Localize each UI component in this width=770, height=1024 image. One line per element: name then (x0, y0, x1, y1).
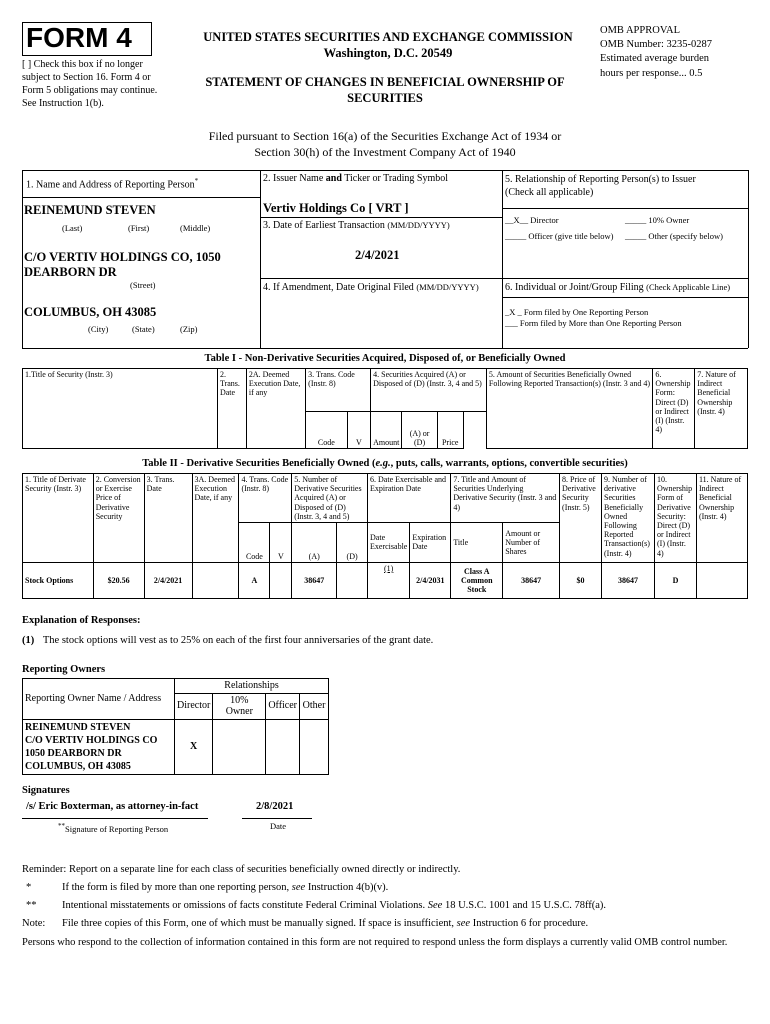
t1-sub-code: Code (306, 412, 347, 449)
note-text: File three copies of this Form, one of which must be manually signed. If space is insufficient, see Instruction 6 for procedure. (62, 918, 589, 929)
table-row (23, 562, 748, 598)
t2-row-d (337, 562, 368, 598)
t2-row-expiration: 2/4/2031 (410, 562, 451, 598)
grid-line-rel (502, 208, 748, 209)
agency-city: Washington, D.C. 20549 (323, 45, 453, 60)
earliest-transaction-date: 2/4/2021 (355, 248, 400, 262)
owner-ten-pct-cell (213, 719, 266, 774)
star-mark: * (26, 882, 32, 893)
t1-sub-amount: Amount (371, 412, 402, 449)
t2-sub-code: Code (239, 522, 270, 562)
street-address: C/O VERTIV HOLDINGS CO, 1050 DEARBORN DR (24, 250, 221, 279)
signature-line (22, 818, 208, 819)
reporting-person-name: REINEMUND STEVEN (24, 203, 156, 217)
t2-sub-expiration: Expiration Date (410, 522, 451, 562)
double-star-mark: ** (26, 900, 37, 911)
form-title: FORM 4 (26, 22, 132, 53)
earliest-transaction-label: 3. Date of Earliest Transaction (MM/DD/YYYY) (263, 220, 450, 231)
grid-line-filing (502, 297, 748, 298)
table-row (23, 719, 329, 774)
owner-other-cell (300, 719, 329, 774)
t2-sub-date-exercisable: Date Exercisable (368, 522, 410, 562)
double-star-note: Intentional misstatements or omissions of facts constitute Federal Criminal Violations. See 18 U.S.C. 1001 and 15 U.S.C. 78ff(a). (62, 900, 607, 911)
filing-option-one: _X _ Form filed by One Reporting Person (505, 307, 649, 317)
issuer-label: 2. Issuer Name and Ticker or Trading Symbol (263, 173, 449, 184)
explanation-note (22, 635, 433, 647)
t2-row-v (270, 562, 292, 598)
table-1 (22, 368, 748, 449)
t2-row-deriv-price: $0 (560, 562, 602, 598)
t2-row-exercisable-footnote[interactable]: (1) (368, 562, 410, 598)
t2-row-deemed (192, 562, 239, 598)
t1-acquired-header: 4. Securities Acquired (A) or Disposed of (D) (Instr. 3, 4 and 5) (371, 369, 487, 412)
t2-exercisable-header: 6. Date Exercisable and Expiration Date (368, 474, 451, 523)
t2-sub-a: (A) (292, 522, 337, 562)
date-label: Date (270, 821, 287, 831)
t1-ownership-header: 6. Ownership Form: Direct (D) or Indirect (I) (Instr. 4) (653, 369, 695, 449)
relationship-label: 5. Relationship of Reporting Person(s) to Issuer (Check all applicable) (505, 174, 696, 198)
t2-code-header: 4. Trans. Code (Instr. 8) (239, 474, 292, 523)
t2-owned-header: 9. Number of derivative Securities Beneficially Owned Following Reported Transaction(s) (Instr. 4) (602, 474, 655, 563)
relationship-other: _____ Other (specify below) (625, 231, 723, 241)
grid-line-amend (260, 278, 748, 279)
owner-name-cell: REINEMUND STEVEN C/O VERTIV HOLDINGS CO 1050 DEARBORN DR COLUMBUS, OH 43085 (23, 719, 175, 774)
grid-line-top (22, 170, 748, 171)
grid-line-right (748, 170, 749, 348)
middle-label: (Middle) (180, 223, 211, 233)
owner-name-header: Reporting Owner Name / Address (23, 679, 175, 720)
omb-approval (600, 24, 765, 81)
t1-amount-header: 5. Amount of Securities Beneficially Owned Following Reported Transaction(s) (Instr. 3 and 4) (486, 369, 652, 449)
t2-row-underlying-title: Class A Common Stock (451, 562, 503, 598)
grid-line-bottom (22, 348, 748, 349)
other-header: Other (300, 693, 329, 719)
street-label: (Street) (130, 280, 156, 290)
grid-line-issuer (260, 217, 502, 218)
t2-conversion-header: 2. Conversion or Exercise Price of Derivative Security (93, 474, 144, 563)
t2-number-header: 5. Number of Derivative Securities Acquired (A) or Disposed of (D) (Instr. 3, 4 and 5) (292, 474, 368, 523)
grid-line-name (22, 197, 260, 198)
t2-row-title: Stock Options (23, 562, 94, 598)
omb-number: OMB Number: 3235-0287 (600, 39, 712, 51)
persons-note: Persons who respond to the collection of information contained in this form are not required to respond unless the form displays a currently valid OMB control number. (22, 937, 728, 948)
agency-heading (178, 30, 598, 61)
filed-line-2: Section 30(h) of the Investment Company Act of 1940 (254, 145, 516, 160)
relationship-director: __X__ Director (505, 215, 559, 225)
reporting-owners-table (22, 678, 329, 775)
t2-row-underlying-amount: 38647 (503, 562, 560, 598)
t2-date-header: 3. Trans. Date (144, 474, 192, 563)
table-2-title: Table II - Derivative Securities Beneficially Owned (e.g., puts, calls, warrants, options, convertible securities) (142, 458, 628, 469)
note-mark: Note: (22, 918, 46, 929)
t1-sub-price: Price (437, 412, 463, 449)
check-box-note: [ ] Check this box if no longer subject to Section 16. Form 4 or Form 5 obligations may continue. See Instruction 1(b). (22, 59, 158, 109)
city-label: (City) (88, 324, 109, 334)
zip-label: (Zip) (180, 324, 198, 334)
signatures-title: Signatures (22, 785, 70, 796)
filing-type-label: 6. Individual or Joint/Group Filing (Check Applicable Line) (505, 282, 731, 293)
agency-name: UNITED STATES SECURITIES AND EXCHANGE COMMISSION (203, 30, 573, 44)
signature-label: **Signature of Reporting Person (58, 822, 169, 834)
t1-sub-aord: (A) or (D) (402, 412, 437, 449)
filed-line-1: Filed pursuant to Section 16(a) of the Securities Exchange Act of 1934 or (208, 129, 562, 143)
explanation-title: Explanation of Responses: (22, 615, 141, 626)
date-line (242, 818, 312, 819)
signature-date: 2/8/2021 (256, 801, 294, 812)
reporting-person-label: 1. Name and Address of Reporting Person* (26, 177, 199, 191)
officer-header: Officer (266, 693, 300, 719)
director-header: Director (175, 693, 213, 719)
table-1-title: Table I - Non-Derivative Securities Acquired, Disposed of, or Beneficially Owned (204, 353, 566, 364)
star-note: If the form is filed by more than one reporting person, see Instruction 4(b)(v). (62, 882, 389, 893)
t1-deemed-header: 2A. Deemed Execution Date, if any (246, 369, 305, 449)
t2-form-header: 10. Ownership Form of Derivative Security: Direct (D) or Indirect (I) (Instr. 4) (654, 474, 696, 563)
t2-nature-header: 11. Nature of Indirect Beneficial Ownership (Instr. 4) (696, 474, 747, 563)
t1-nature-header: 7. Nature of Indirect Beneficial Ownership (Instr. 4) (695, 369, 748, 449)
relationship-ten-pct: _____ 10% Owner (625, 215, 690, 225)
table-2 (22, 473, 748, 599)
grid-line-col3 (502, 170, 503, 348)
t2-row-form: D (654, 562, 696, 598)
grid-line-col2 (260, 170, 261, 348)
city-address: COLUMBUS, OH 43085 (24, 305, 157, 319)
owner-director-cell: X (175, 719, 213, 774)
filed-pursuant (130, 128, 640, 160)
issuer-name: Vertiv Holdings Co [ VRT ] (263, 201, 409, 215)
omb-hours: hours per response... 0.5 (600, 67, 703, 79)
t2-row-price: $20.56 (93, 562, 144, 598)
owner-officer-cell (266, 719, 300, 774)
amendment-label: 4. If Amendment, Date Original Filed (MM/DD/YYYY) (263, 282, 479, 293)
t1-title-header: 1.Title of Security (Instr. 3) (23, 369, 218, 449)
t1-sub-v: V (347, 412, 371, 449)
signature-name: /s/ Eric Boxterman, as attorney-in-fact (26, 801, 199, 812)
t2-deemed-header: 3A. Deemed Execution Date, if any (192, 474, 239, 563)
statement-title: STATEMENT OF CHANGES IN BENEFICIAL OWNERSHIP OF SECURITIES (205, 75, 565, 106)
t2-sub-title: Title (451, 522, 503, 562)
t2-sub-v: V (270, 522, 292, 562)
relationship-officer: _____ Officer (give title below) (505, 231, 614, 241)
t2-row-owned: 38647 (602, 562, 655, 598)
reporting-owners-title: Reporting Owners (22, 664, 106, 675)
t2-sub-amount: Amount or Number of Shares (503, 522, 560, 562)
filing-option-more: ___ Form filed by More than One Reporting Person (505, 318, 682, 328)
ten-pct-header: 10% Owner (213, 693, 266, 719)
t2-price-header: 8. Price of Derivative Security (Instr. 5) (560, 474, 602, 563)
t2-row-a: 38647 (292, 562, 337, 598)
last-label: (Last) (62, 223, 83, 233)
t1-code-header: 3. Trans. Code (Instr. 8) (306, 369, 371, 412)
relationships-header: Relationships (175, 679, 329, 694)
omb-burden: Estimated average burden (600, 53, 710, 65)
first-label: (First) (128, 223, 150, 233)
state-label: (State) (132, 324, 155, 334)
explanation-number: (1) (22, 635, 35, 647)
t2-underlying-header: 7. Title and Amount of Securities Underlying Derivative Security (Instr. 3 and 4) (451, 474, 560, 523)
reminder-text: Reminder: Report on a separate line for each class of securities beneficially owned directly or indirectly. (22, 864, 461, 875)
explanation-section (22, 615, 433, 647)
t2-title-header: 1. Title of Derivate Security (Instr. 3) (23, 474, 94, 563)
omb-title: OMB APPROVAL (600, 25, 681, 36)
t2-row-nature (696, 562, 747, 598)
explanation-text: The stock options will vest as to 25% on each of the first four anniversaries of the grant date. (42, 635, 434, 647)
t1-date-header: 2. Trans. Date (217, 369, 246, 449)
t2-row-date: 2/4/2021 (144, 562, 192, 598)
t2-row-code: A (239, 562, 270, 598)
t2-sub-d: (D) (337, 522, 368, 562)
